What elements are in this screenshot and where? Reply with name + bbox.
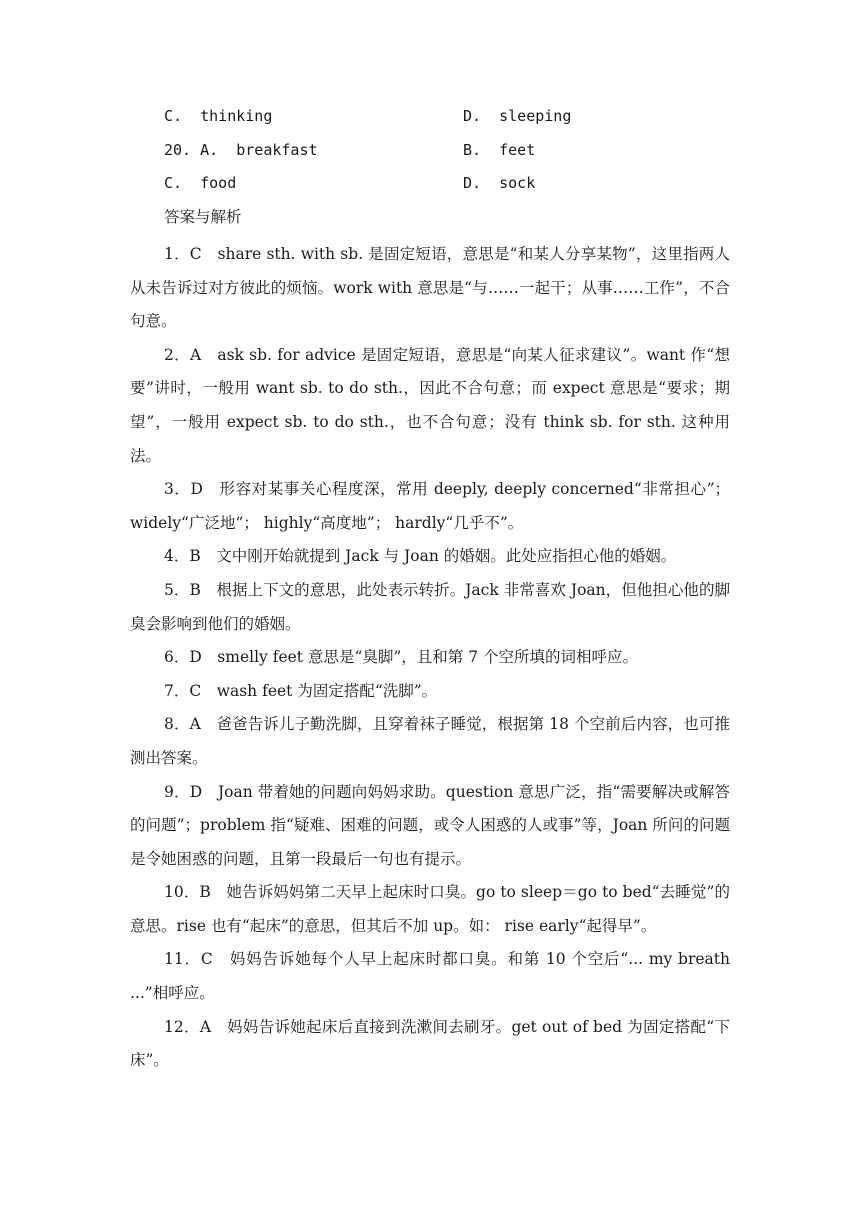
- option-c-food: C. food: [164, 174, 237, 192]
- answer-item: 12．A 妈妈告诉她起床后直接到洗漱间去刷牙。get out of bed 为固定搭配“下床”。: [130, 1017, 730, 1070]
- answer-item: 9．D Joan 带着她的问题向妈妈求助。question 意思广泛，指“需要解决或解答的问题”；problem 指“疑难、困难的问题，或令人困惑的人或事”等，Joan 所问的问题是令她困惑的问题，且第一段最后一句也有提示。: [130, 782, 730, 868]
- option-row: [164, 138, 744, 162]
- answer-item: 3．D 形容对某事关心程度深，常用 deeply, deeply concerned“非常担心”； widely“广泛地”； highly“高度地”； hardly“几乎不”。: [130, 480, 730, 532]
- option-a-breakfast: 20. A. breakfast: [164, 141, 318, 159]
- option-d-sock: D. sock: [463, 174, 536, 192]
- answer-item: 11．C 妈妈告诉她每个人早上起床时都口臭。和第 10 个空后“... my breath ...”相呼应。: [130, 950, 730, 1003]
- answer-item: 1．C share sth. with sb. 是固定短语，意思是“和某人分享某物”，这里指两人从未告诉过对方彼此的烦恼。work with 意思是“与……一起干；从事……工作”，不合句意。: [130, 245, 730, 331]
- answer-item: 2．A ask sb. for advice 是固定短语，意思是“向某人征求建议”。want 作“想要”讲时，一般用 want sb. to do sth.，因此不合句意；而 expect 意思是“要求；期望”，一般用 expect sb. to do sth.，也不合句意；没有 think sb. for sth. 这种用法。: [130, 345, 730, 465]
- answer-item: 8．A 爸爸告诉儿子勤洗脚，且穿着袜子睡觉，根据第 18 个空前后内容，也可推测出答案。: [130, 715, 730, 767]
- answer-item: 7．C wash feet 为固定搭配“洗脚”。: [164, 681, 438, 700]
- answer-item: 6．D smelly feet 意思是“臭脚”，且和第 7 个空所填的词相呼应。: [164, 648, 639, 667]
- answer-item: 5．B 根据上下文的意思，此处表示转折。Jack 非常喜欢 Joan，但他担心他的脚臭会影响到他们的婚姻。: [130, 580, 730, 633]
- option-c-thinking: C. thinking: [164, 107, 273, 125]
- option-b-feet: B. feet: [463, 141, 536, 159]
- option-row: [164, 171, 744, 195]
- answer-list: [130, 238, 730, 1078]
- answer-item: 10．B 她告诉妈妈第二天早上起床时口臭。go to sleep＝go to bed“去睡觉”的意思。rise 也有“起床”的意思，但其后不加 up。如： rise early“起得早”。: [130, 883, 730, 935]
- answer-item: 4．B 文中刚开始就提到 Jack 与 Joan 的婚姻。此处应指担心他的婚姻。: [164, 547, 677, 566]
- option-d-sleeping: D. sleeping: [463, 107, 572, 125]
- option-row: [164, 104, 744, 128]
- answer-heading: 答案与解析: [164, 208, 242, 226]
